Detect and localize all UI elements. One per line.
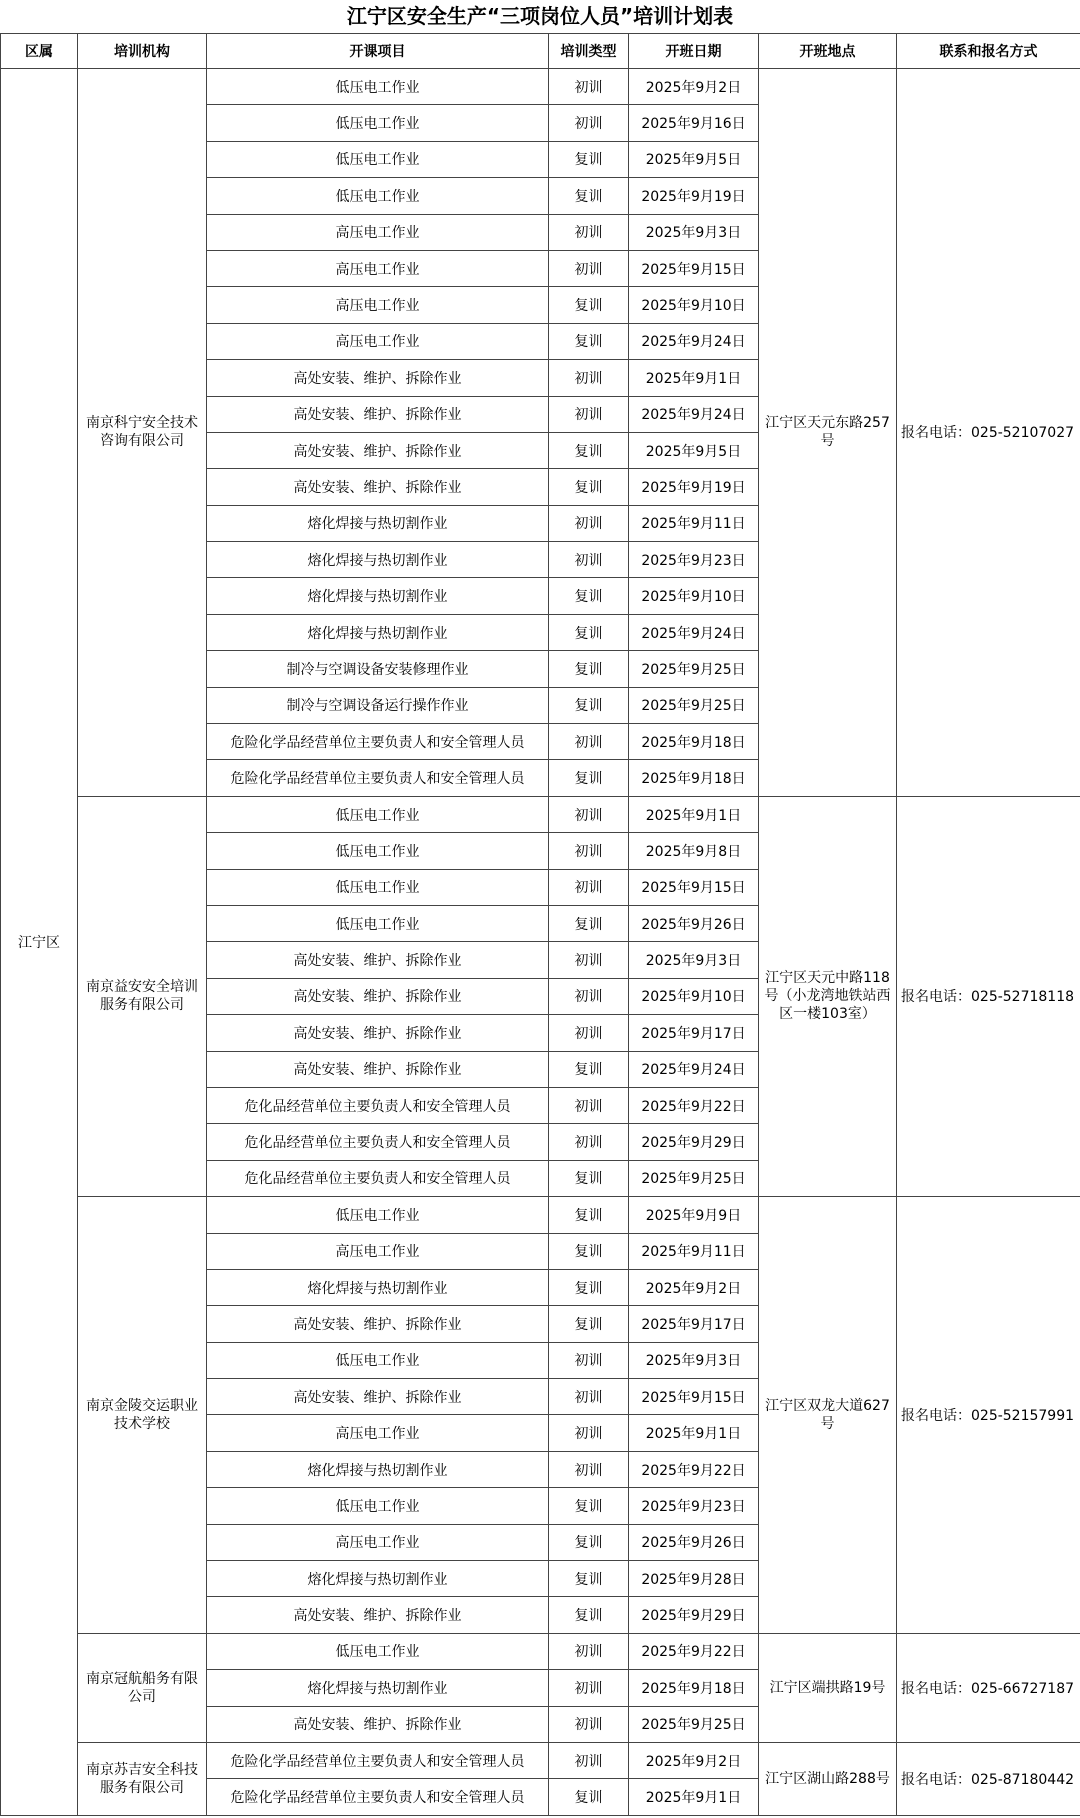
training-type-cell: 复训 (549, 432, 629, 468)
training-type-cell: 复训 (549, 1779, 629, 1815)
training-type-cell: 初训 (549, 1015, 629, 1051)
training-type-cell: 初训 (549, 105, 629, 141)
table-row (1, 1742, 1080, 1778)
training-type-cell: 复训 (549, 905, 629, 941)
start-date-cell: 2025年9月1日 (629, 1779, 759, 1815)
training-type-cell: 初训 (549, 724, 629, 760)
training-type-cell: 复训 (549, 578, 629, 614)
training-type-cell: 初训 (549, 214, 629, 250)
table-row (1, 796, 1080, 832)
course-cell: 熔化焊接与热切割作业 (207, 505, 549, 541)
start-date-cell: 2025年9月3日 (629, 214, 759, 250)
course-cell: 高处安装、维护、拆除作业 (207, 1706, 549, 1742)
start-date-cell: 2025年9月2日 (629, 1742, 759, 1778)
start-date-cell: 2025年9月11日 (629, 1233, 759, 1269)
institution-name: 南京金陵交运职业技术学校 (78, 1197, 207, 1634)
start-date-cell: 2025年9月2日 (629, 1269, 759, 1305)
location-cell: 江宁区端拱路19号 (759, 1633, 897, 1742)
training-type-cell: 复训 (549, 1597, 629, 1633)
training-type-cell: 初训 (549, 1415, 629, 1451)
training-type-cell: 复训 (549, 1269, 629, 1305)
training-type-cell: 初训 (549, 942, 629, 978)
training-type-cell: 复训 (549, 760, 629, 796)
start-date-cell: 2025年9月25日 (629, 687, 759, 723)
training-type-cell: 复训 (549, 287, 629, 323)
header-start-date: 开班日期 (629, 34, 759, 69)
institution-name: 南京科宁安全技术咨询有限公司 (78, 69, 207, 797)
contact-cell: 报名电话：025-87180442 (897, 1742, 1080, 1815)
course-cell: 制冷与空调设备安装修理作业 (207, 651, 549, 687)
start-date-cell: 2025年9月25日 (629, 1160, 759, 1196)
training-type-cell: 初训 (549, 1706, 629, 1742)
training-type-cell: 复训 (549, 1233, 629, 1269)
training-type-cell: 复训 (549, 323, 629, 359)
training-type-cell: 初训 (549, 1379, 629, 1415)
start-date-cell: 2025年9月24日 (629, 1051, 759, 1087)
header-row (1, 34, 1080, 69)
course-cell: 危化品经营单位主要负责人和安全管理人员 (207, 1124, 549, 1160)
course-cell: 熔化焊接与热切割作业 (207, 1269, 549, 1305)
course-cell: 低压电工作业 (207, 1197, 549, 1233)
start-date-cell: 2025年9月23日 (629, 1488, 759, 1524)
institution-name: 南京益安安全培训服务有限公司 (78, 796, 207, 1196)
course-cell: 高处安装、维护、拆除作业 (207, 396, 549, 432)
training-type-cell: 复训 (549, 651, 629, 687)
training-type-cell: 初训 (549, 69, 629, 105)
start-date-cell: 2025年9月1日 (629, 1415, 759, 1451)
start-date-cell: 2025年9月2日 (629, 69, 759, 105)
start-date-cell: 2025年9月15日 (629, 250, 759, 286)
training-type-cell: 复训 (549, 178, 629, 214)
course-cell: 高处安装、维护、拆除作业 (207, 1597, 549, 1633)
header-district: 区属 (1, 34, 78, 69)
start-date-cell: 2025年9月18日 (629, 724, 759, 760)
start-date-cell: 2025年9月19日 (629, 469, 759, 505)
start-date-cell: 2025年9月1日 (629, 796, 759, 832)
course-cell: 熔化焊接与热切割作业 (207, 1561, 549, 1597)
start-date-cell: 2025年9月5日 (629, 432, 759, 468)
training-type-cell: 初训 (549, 869, 629, 905)
start-date-cell: 2025年9月9日 (629, 1197, 759, 1233)
course-cell: 熔化焊接与热切割作业 (207, 578, 549, 614)
start-date-cell: 2025年9月3日 (629, 1342, 759, 1378)
location-cell: 江宁区天元中路118号（小龙湾地铁站西区一楼103室） (759, 796, 897, 1196)
course-cell: 高压电工作业 (207, 214, 549, 250)
training-type-cell: 复训 (549, 1197, 629, 1233)
start-date-cell: 2025年9月8日 (629, 833, 759, 869)
header-course: 开课项目 (207, 34, 549, 69)
course-cell: 低压电工作业 (207, 1342, 549, 1378)
start-date-cell: 2025年9月22日 (629, 1087, 759, 1123)
course-cell: 高处安装、维护、拆除作业 (207, 978, 549, 1014)
training-type-cell: 初训 (549, 396, 629, 432)
institution-name: 南京冠航船务有限公司 (78, 1633, 207, 1742)
training-type-cell: 初训 (549, 1342, 629, 1378)
start-date-cell: 2025年9月22日 (629, 1451, 759, 1487)
start-date-cell: 2025年9月28日 (629, 1561, 759, 1597)
course-cell: 危化品经营单位主要负责人和安全管理人员 (207, 1160, 549, 1196)
contact-cell: 报名电话：025-52718118 (897, 796, 1080, 1196)
start-date-cell: 2025年9月1日 (629, 360, 759, 396)
training-type-cell: 复训 (549, 1306, 629, 1342)
course-cell: 熔化焊接与热切割作业 (207, 1451, 549, 1487)
start-date-cell: 2025年9月10日 (629, 578, 759, 614)
start-date-cell: 2025年9月25日 (629, 651, 759, 687)
location-cell: 江宁区湖山路288号 (759, 1742, 897, 1815)
training-type-cell: 复训 (549, 469, 629, 505)
contact-cell: 报名电话：025-52157991 (897, 1197, 1080, 1634)
training-type-cell: 初训 (549, 542, 629, 578)
training-plan-table (0, 33, 1080, 1816)
course-cell: 高压电工作业 (207, 1415, 549, 1451)
start-date-cell: 2025年9月26日 (629, 1524, 759, 1560)
course-cell: 低压电工作业 (207, 141, 549, 177)
course-cell: 高处安装、维护、拆除作业 (207, 1306, 549, 1342)
contact-cell: 报名电话：025-52107027 (897, 69, 1080, 797)
start-date-cell: 2025年9月25日 (629, 1706, 759, 1742)
course-cell: 高处安装、维护、拆除作业 (207, 1015, 549, 1051)
start-date-cell: 2025年9月24日 (629, 614, 759, 650)
course-cell: 低压电工作业 (207, 1633, 549, 1669)
course-cell: 低压电工作业 (207, 1488, 549, 1524)
course-cell: 危险化学品经营单位主要负责人和安全管理人员 (207, 724, 549, 760)
training-type-cell: 复训 (549, 1051, 629, 1087)
header-location: 开班地点 (759, 34, 897, 69)
training-type-cell: 初训 (549, 1670, 629, 1706)
page-title: 江宁区安全生产“三项岗位人员”培训计划表 (346, 4, 734, 28)
course-cell: 低压电工作业 (207, 833, 549, 869)
course-cell: 低压电工作业 (207, 905, 549, 941)
training-type-cell: 复训 (549, 1524, 629, 1560)
training-type-cell: 初训 (549, 833, 629, 869)
header-training-type: 培训类型 (549, 34, 629, 69)
course-cell: 高压电工作业 (207, 287, 549, 323)
header-contact: 联系和报名方式 (897, 34, 1080, 69)
training-type-cell: 初训 (549, 1124, 629, 1160)
start-date-cell: 2025年9月10日 (629, 978, 759, 1014)
course-cell: 熔化焊接与热切割作业 (207, 1670, 549, 1706)
start-date-cell: 2025年9月18日 (629, 760, 759, 796)
location-cell: 江宁区天元东路257号 (759, 69, 897, 797)
start-date-cell: 2025年9月19日 (629, 178, 759, 214)
training-type-cell: 初训 (549, 796, 629, 832)
training-type-cell: 初训 (549, 505, 629, 541)
course-cell: 危险化学品经营单位主要负责人和安全管理人员 (207, 1779, 549, 1815)
training-type-cell: 复训 (549, 614, 629, 650)
start-date-cell: 2025年9月10日 (629, 287, 759, 323)
training-type-cell: 初训 (549, 1633, 629, 1669)
start-date-cell: 2025年9月24日 (629, 396, 759, 432)
training-type-cell: 初训 (549, 1451, 629, 1487)
course-cell: 熔化焊接与热切割作业 (207, 614, 549, 650)
training-type-cell: 初训 (549, 360, 629, 396)
start-date-cell: 2025年9月11日 (629, 505, 759, 541)
training-type-cell: 初训 (549, 978, 629, 1014)
start-date-cell: 2025年9月15日 (629, 869, 759, 905)
training-type-cell: 复训 (549, 687, 629, 723)
start-date-cell: 2025年9月23日 (629, 542, 759, 578)
course-cell: 制冷与空调设备运行操作作业 (207, 687, 549, 723)
start-date-cell: 2025年9月29日 (629, 1124, 759, 1160)
course-cell: 高处安装、维护、拆除作业 (207, 469, 549, 505)
start-date-cell: 2025年9月16日 (629, 105, 759, 141)
training-type-cell: 初训 (549, 250, 629, 286)
training-type-cell: 初训 (549, 1742, 629, 1778)
table-body (1, 69, 1080, 1816)
course-cell: 危险化学品经营单位主要负责人和安全管理人员 (207, 760, 549, 796)
training-type-cell: 复训 (549, 141, 629, 177)
course-cell: 高压电工作业 (207, 323, 549, 359)
course-cell: 高处安装、维护、拆除作业 (207, 942, 549, 978)
course-cell: 高处安装、维护、拆除作业 (207, 1051, 549, 1087)
start-date-cell: 2025年9月5日 (629, 141, 759, 177)
start-date-cell: 2025年9月15日 (629, 1379, 759, 1415)
course-cell: 低压电工作业 (207, 69, 549, 105)
course-cell: 危险化学品经营单位主要负责人和安全管理人员 (207, 1742, 549, 1778)
training-type-cell: 复训 (549, 1561, 629, 1597)
course-cell: 高处安装、维护、拆除作业 (207, 360, 549, 396)
header-institution: 培训机构 (78, 34, 207, 69)
course-cell: 危化品经营单位主要负责人和安全管理人员 (207, 1087, 549, 1123)
contact-cell: 报名电话：025-66727187 (897, 1633, 1080, 1742)
start-date-cell: 2025年9月22日 (629, 1633, 759, 1669)
institution-name: 南京苏吉安全科技服务有限公司 (78, 1742, 207, 1815)
start-date-cell: 2025年9月24日 (629, 323, 759, 359)
course-cell: 低压电工作业 (207, 178, 549, 214)
training-type-cell: 复训 (549, 1160, 629, 1196)
course-cell: 高压电工作业 (207, 1233, 549, 1269)
course-cell: 低压电工作业 (207, 869, 549, 905)
location-cell: 江宁区双龙大道627号 (759, 1197, 897, 1634)
table-row (1, 1633, 1080, 1669)
course-cell: 熔化焊接与热切割作业 (207, 542, 549, 578)
district-cell: 江宁区 (1, 69, 78, 1816)
course-cell: 高处安装、维护、拆除作业 (207, 432, 549, 468)
course-cell: 低压电工作业 (207, 105, 549, 141)
course-cell: 高压电工作业 (207, 1524, 549, 1560)
training-type-cell: 复训 (549, 1488, 629, 1524)
start-date-cell: 2025年9月29日 (629, 1597, 759, 1633)
course-cell: 高处安装、维护、拆除作业 (207, 1379, 549, 1415)
start-date-cell: 2025年9月17日 (629, 1015, 759, 1051)
table-row (1, 69, 1080, 105)
start-date-cell: 2025年9月18日 (629, 1670, 759, 1706)
start-date-cell: 2025年9月26日 (629, 905, 759, 941)
start-date-cell: 2025年9月3日 (629, 942, 759, 978)
course-cell: 高压电工作业 (207, 250, 549, 286)
table-row (1, 1197, 1080, 1233)
training-type-cell: 初训 (549, 1087, 629, 1123)
course-cell: 低压电工作业 (207, 796, 549, 832)
start-date-cell: 2025年9月17日 (629, 1306, 759, 1342)
